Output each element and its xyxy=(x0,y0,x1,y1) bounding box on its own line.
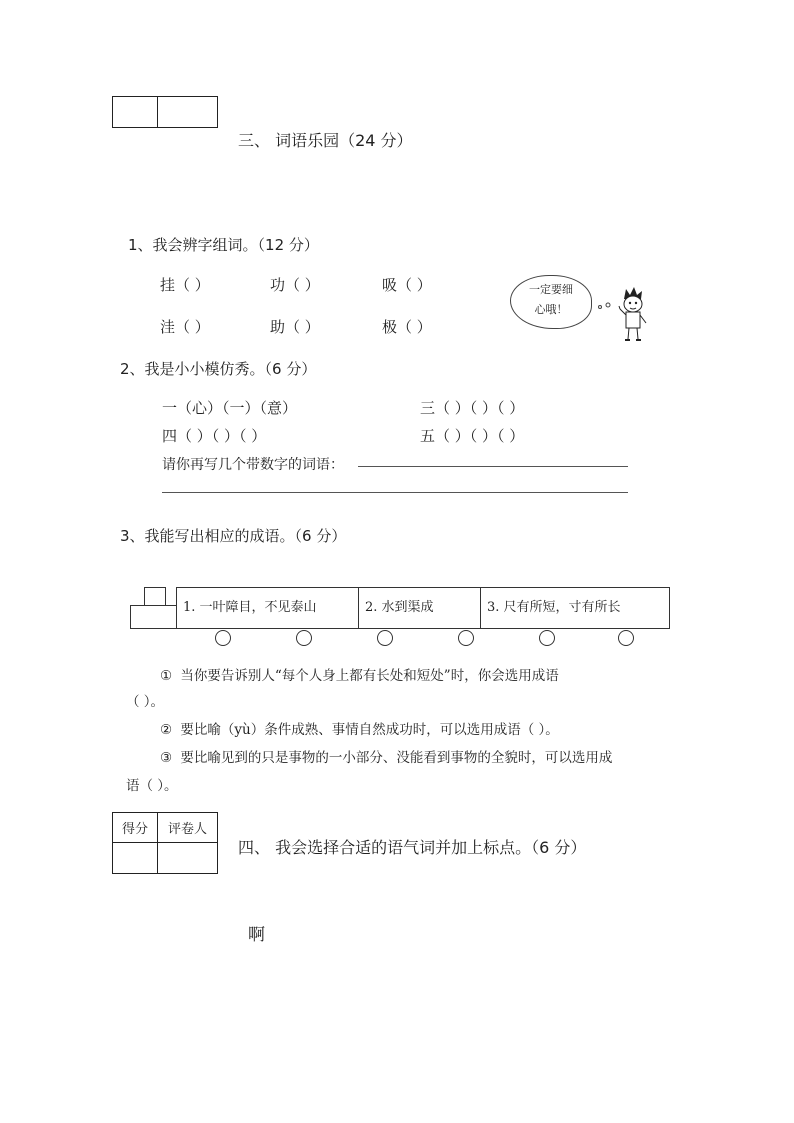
train-car-3: 3. 尺有所短，寸有所长 xyxy=(480,587,670,629)
bubble-line2: 心哦！ xyxy=(534,303,568,316)
q1-item-ji: 极（ ） xyxy=(382,318,432,336)
score-table xyxy=(112,812,218,874)
grader-cell xyxy=(158,843,218,874)
q2-wu: 五（ ）（ ）（ ） xyxy=(420,427,525,445)
q3-item1 xyxy=(160,664,559,684)
bubble-line1: 一定要细 xyxy=(529,283,573,296)
q3-item1-cont: （ ）。 xyxy=(126,694,165,710)
q3-item3 xyxy=(160,746,612,766)
q2-prompt: 请你再写几个带数字的词语： xyxy=(162,457,344,473)
speech-bubble xyxy=(510,275,592,329)
train-wheel xyxy=(377,630,393,646)
q3-item2 xyxy=(160,718,559,738)
q2-answer-line1 xyxy=(358,466,628,467)
section4-word: 啊 xyxy=(248,925,265,945)
q3-item1-num: ① xyxy=(160,668,173,684)
train-wheel xyxy=(539,630,555,646)
score-cell xyxy=(113,843,158,874)
train-wheel xyxy=(215,630,231,646)
train-chimney xyxy=(144,587,166,606)
q3-item2-num: ② xyxy=(160,722,173,738)
q2-san: 三（ ）（ ）（ ） xyxy=(420,399,525,417)
q3-item1-text: 当你要告诉别人“每个人身上都有长处和短处”时，你会选用成语 xyxy=(180,668,559,684)
q1-item-gua: 挂（ ） xyxy=(160,276,210,294)
q3-item3-num: ③ xyxy=(160,750,173,766)
top-score-box xyxy=(112,96,218,128)
q2-example: 一（心）（一）（意） xyxy=(162,399,298,417)
grader-header: 评卷人 xyxy=(158,813,218,843)
section3-title: 三、 词语乐园（24 分） xyxy=(238,131,413,150)
q3-title: 3、我能写出相应的成语。（6 分） xyxy=(120,527,347,545)
train-wheel xyxy=(296,630,312,646)
q2-si: 四（ ）（ ）（ ） xyxy=(162,427,267,445)
grader-cell xyxy=(158,97,218,128)
section4-title: 四、 我会选择合适的语气词并加上标点。（6 分） xyxy=(238,838,587,857)
q1-item-xi: 吸（ ） xyxy=(382,276,432,294)
score-header: 得分 xyxy=(113,813,158,843)
q3-item3-text: 要比喻见到的只是事物的一小部分、没能看到事物的全貌时，可以选用成 xyxy=(180,750,613,766)
train-engine xyxy=(130,605,177,629)
q2-answer-line2 xyxy=(162,492,628,493)
q1-item-zhu: 助（ ） xyxy=(270,318,320,336)
boy-illustration xyxy=(590,285,660,345)
train-car-1: 1. 一叶障目，不见泰山 xyxy=(176,587,359,629)
score-cell xyxy=(113,97,158,128)
train-wheel xyxy=(458,630,474,646)
q3-item3-cont: 语（ ）。 xyxy=(126,778,178,794)
q3-item2-text: 要比喻（yù）条件成熟、事情自然成功时，可以选用成语（ ）。 xyxy=(180,722,559,738)
q1-item-gong: 功（ ） xyxy=(270,276,320,294)
q1-item-wa: 洼（ ） xyxy=(160,318,210,336)
q2-title: 2、我是小小模仿秀。（6 分） xyxy=(120,360,317,378)
train-car-2: 2. 水到渠成 xyxy=(358,587,481,629)
q1-title: 1、我会辨字组词。（12 分） xyxy=(128,236,319,254)
train-wheel xyxy=(618,630,634,646)
